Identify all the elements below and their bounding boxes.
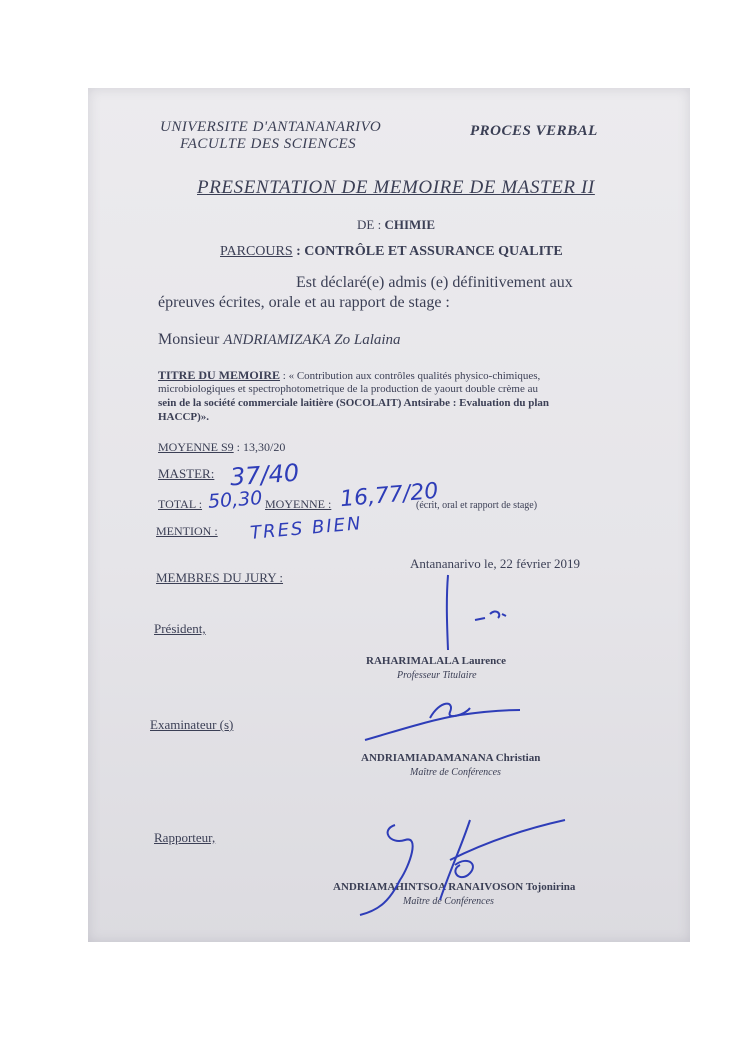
thesis-line-1: [158, 368, 540, 383]
moyenne-s9-label: MOYENNE S9: [158, 440, 234, 454]
discipline-value: CHIMIE: [384, 217, 436, 232]
jury-title-president: Professeur Titulaire: [397, 670, 477, 681]
candidate-name: ANDRIAMIZAKA Zo Lalaina: [223, 332, 401, 348]
thesis-text-2: microbiologiques et spectrophotometrique de la production de yaourt double crème au: [158, 383, 538, 395]
president-signature: [430, 570, 550, 680]
total-label: TOTAL :: [158, 497, 203, 511]
discipline-prefix: DE :: [357, 217, 382, 232]
jury-heading: MEMBRES DU JURY :: [156, 570, 284, 585]
moyenne-label: MOYENNE :: [265, 497, 332, 511]
jury-title-rapporteur: Maître de Conférences: [403, 896, 494, 907]
parcours: [220, 244, 563, 260]
jury-role-president: Président,: [154, 621, 206, 636]
declaration-line-1: Est déclaré(e) admis (e) définitivement aux: [296, 274, 573, 291]
thesis-text-1: : « Contribution aux contrôles qualités physico-chimiques,: [282, 370, 541, 382]
rapporteur-signature: [350, 810, 570, 920]
document-type: PROCES VERBAL: [470, 123, 598, 139]
master-label: MASTER:: [158, 466, 215, 481]
place-date: Antananarivo le, 22 février 2019: [410, 556, 581, 571]
parcours-value: : CONTRÔLE ET ASSURANCE QUALITE: [296, 244, 563, 259]
mention-value: TRES BIEN: [249, 513, 364, 544]
thesis-text-4: HACCP)».: [158, 411, 210, 423]
faculty-name: FACULTE DES SCIENCES: [180, 136, 357, 152]
thesis-text-3: sein de la société commerciale laitière (SOCOLAIT) Antsirabe : Evaluation du plan: [158, 397, 549, 409]
declaration-line-2: épreuves écrites, orale et au rapport de stage :: [158, 294, 450, 311]
discipline: [357, 217, 435, 233]
document-title: PRESENTATION DE MEMOIRE DE MASTER II: [197, 177, 595, 198]
jury-title-examinateur: Maître de Conférences: [410, 767, 501, 778]
examinateur-signature: [360, 690, 530, 750]
mention-label: MENTION :: [156, 524, 218, 538]
jury-name-examinateur: ANDRIAMIADAMANANA Christian: [361, 752, 541, 764]
jury-role-rapporteur: Rapporteur,: [154, 830, 216, 845]
jury-name-rapporteur: ANDRIAMAHINTSOA RANAIVOSON Tojonirina: [333, 881, 576, 893]
moyenne-s9-value: : 13,30/20: [236, 440, 286, 454]
jury-role-examinateur: Examinateur (s): [150, 717, 234, 732]
thesis-label: TITRE DU MEMOIRE: [158, 368, 281, 382]
parcours-label: PARCOURS: [220, 244, 293, 259]
total-value: 50,30: [207, 487, 264, 513]
candidate-salutation: Monsieur: [158, 331, 220, 348]
jury-name-president: RAHARIMALALA Laurence: [366, 655, 507, 667]
moyenne-value: 16,77/20: [339, 478, 440, 513]
master-value: 37/40: [229, 458, 301, 492]
candidate: [158, 331, 401, 349]
moyenne-note: (écrit, oral et rapport de stage): [416, 500, 538, 511]
university-name: UNIVERSITE D'ANTANANARIVO: [160, 119, 382, 135]
moyenne-s9: [158, 440, 285, 455]
